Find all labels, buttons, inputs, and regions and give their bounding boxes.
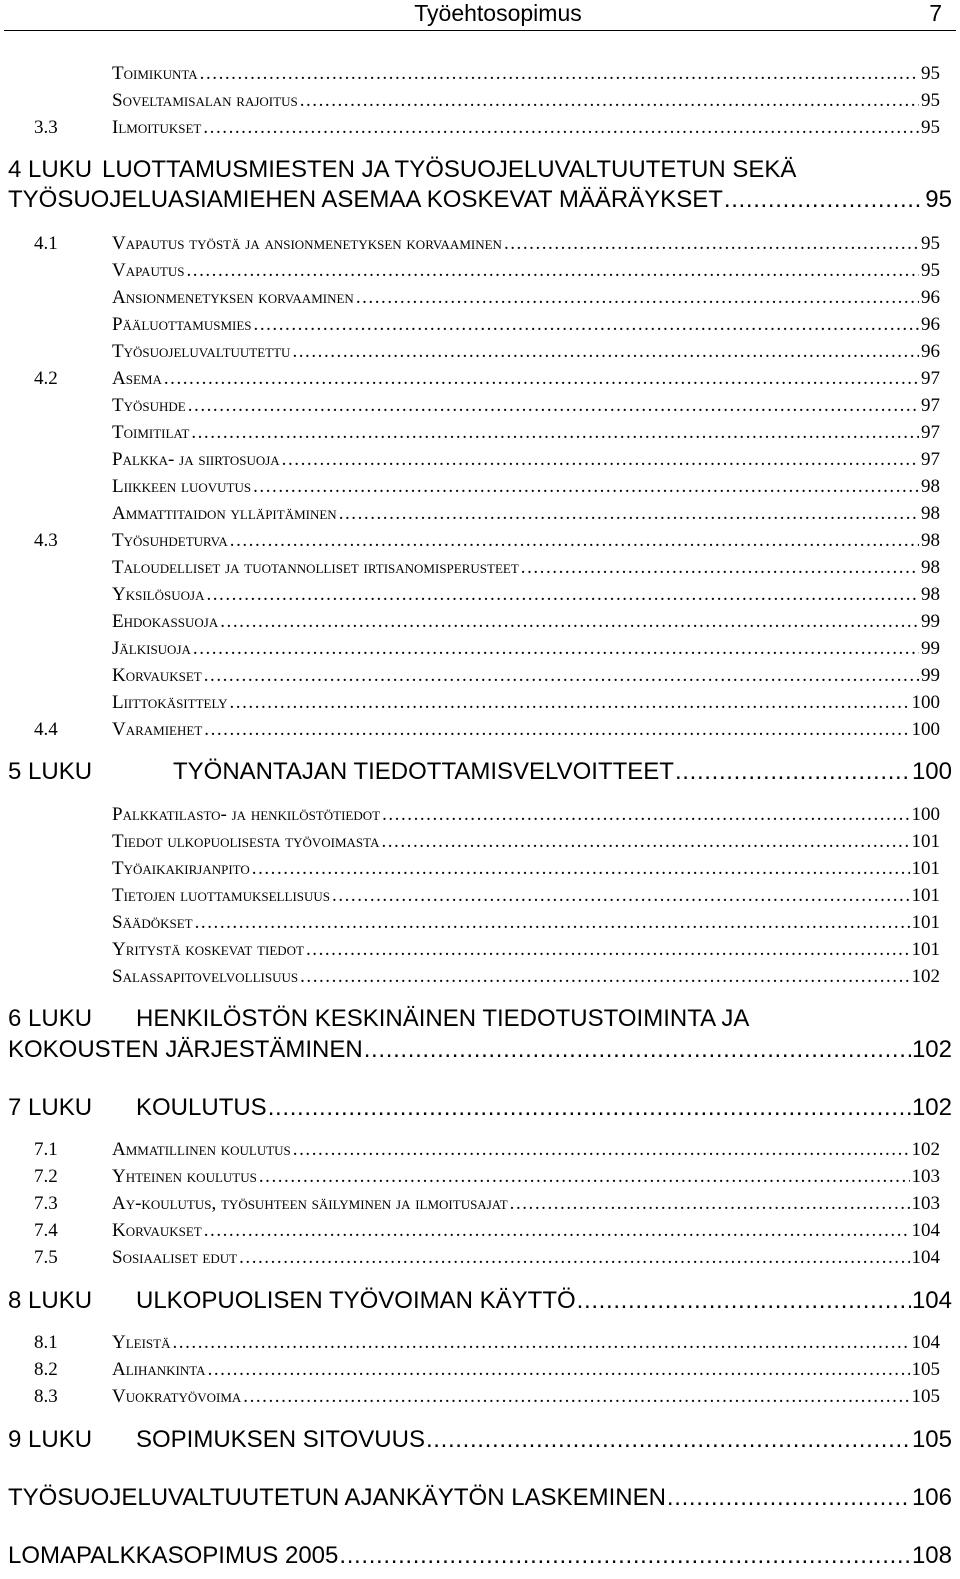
toc-entry[interactable]	[34, 474, 940, 500]
dot-leader	[292, 339, 919, 365]
entry-number: 7.1	[34, 1139, 58, 1160]
entry-number: 3.3	[34, 117, 58, 138]
entry-title: Vapautus	[112, 260, 185, 281]
toc-entry[interactable]	[34, 883, 940, 909]
toc-entry[interactable]	[34, 501, 940, 527]
toc-entry[interactable]	[34, 366, 940, 392]
chapter-title-line1: HENKILÖSTÖN KESKINÄINEN TIEDOTUSTOIMINTA JA	[136, 1005, 750, 1032]
dot-leader	[382, 802, 909, 828]
dot-leader	[300, 964, 909, 990]
entry-page: 100	[911, 719, 940, 740]
chapter-number: 7 LUKU	[8, 1094, 93, 1121]
dot-leader	[195, 910, 910, 936]
dot-leader	[300, 88, 919, 114]
entry-page: 96	[921, 314, 940, 335]
entry-title: Yksilösuoja	[112, 584, 205, 605]
toc-entry[interactable]	[34, 582, 940, 608]
chapter-title: TYÖNANTAJAN TIEDOTTAMISVELVOITTEET	[173, 758, 674, 785]
entry-page: 104	[911, 1332, 940, 1353]
dot-leader	[208, 1357, 910, 1383]
toc-entry[interactable]	[34, 910, 940, 936]
toc-chapter-entry[interactable]	[8, 154, 952, 186]
dot-leader	[252, 856, 910, 882]
dot-leader	[356, 285, 919, 311]
toc-entry[interactable]	[34, 829, 940, 855]
chapter-page: 95	[925, 186, 952, 213]
entry-page: 95	[921, 63, 940, 84]
entry-title: Vapautus työstä ja ansionmenetyksen korvaaminen	[112, 233, 502, 254]
entry-title: Soveltamisalan rajoitus	[112, 90, 298, 111]
entry-page: 101	[911, 858, 940, 879]
chapter-page: 106	[911, 1484, 952, 1511]
entry-page: 95	[921, 90, 940, 111]
dot-leader	[243, 1384, 909, 1410]
entry-page: 104	[911, 1247, 940, 1268]
toc-entry[interactable]	[34, 555, 940, 581]
dot-leader	[667, 1482, 911, 1514]
entry-title: Taloudelliset ja tuotannolliset irtisanomisperusteet	[112, 557, 519, 578]
entry-title: Vuokratyövoima	[112, 1386, 242, 1407]
dot-leader	[381, 829, 909, 855]
entry-number: 8.1	[34, 1332, 58, 1353]
entry-title: Tiedot ulkopuolisesta työvoimasta	[112, 831, 380, 852]
dot-leader	[191, 420, 919, 446]
toc-chapter-entry[interactable]	[8, 756, 952, 788]
chapter-page: 102	[911, 1036, 952, 1063]
entry-number: 8.3	[34, 1386, 58, 1407]
toc-entry[interactable]	[34, 1384, 940, 1410]
entry-page: 101	[911, 939, 940, 960]
dot-leader	[510, 1191, 910, 1217]
toc-chapter-entry[interactable]	[8, 1003, 952, 1035]
entry-number: 7.5	[34, 1247, 58, 1268]
toc-entry[interactable]	[34, 231, 940, 257]
entry-page: 98	[921, 503, 940, 524]
entry-title: Palkka- ja siirtosuoja	[112, 449, 280, 470]
entry-page: 99	[921, 665, 940, 686]
entry-title: Yleistä	[112, 1332, 171, 1353]
toc-entry[interactable]	[34, 609, 940, 635]
entry-page: 95	[921, 117, 940, 138]
toc-chapter-entry[interactable]	[8, 1092, 952, 1124]
chapter-number: 6 LUKU	[8, 1005, 93, 1032]
toc-entry[interactable]	[34, 1245, 940, 1271]
dot-leader	[426, 1424, 911, 1456]
chapter-number: 8 LUKU	[8, 1287, 93, 1314]
entry-number: 8.2	[34, 1359, 58, 1380]
toc-entry[interactable]	[34, 339, 940, 365]
chapter-page: 102	[911, 1094, 952, 1121]
toc-entry[interactable]	[34, 1137, 940, 1163]
dot-leader	[504, 231, 919, 257]
entry-page: 96	[921, 287, 940, 308]
dot-leader	[364, 1034, 911, 1066]
dot-leader	[339, 1540, 911, 1572]
entry-number: 7.2	[34, 1166, 58, 1187]
entry-page: 97	[921, 449, 940, 470]
toc-entry[interactable]	[34, 420, 940, 446]
toc-entry[interactable]	[34, 61, 940, 87]
entry-title: Ammatillinen koulutus	[112, 1139, 291, 1160]
entry-page: 101	[911, 831, 940, 852]
entry-title: Työsuhdeturva	[112, 530, 228, 551]
entry-page: 95	[921, 260, 940, 281]
entry-page: 101	[911, 912, 940, 933]
dot-leader	[282, 447, 919, 473]
dot-leader	[259, 1164, 910, 1190]
dot-leader	[577, 1285, 911, 1317]
chapter-title-line2: TYÖSUOJELUASIAMIEHEN ASEMAA KOSKEVAT MÄÄRÄYKSET	[8, 186, 723, 213]
dot-leader	[254, 312, 919, 338]
dot-leader	[253, 474, 919, 500]
toc-entry[interactable]	[34, 285, 940, 311]
toc-entry[interactable]	[34, 964, 940, 990]
entry-title: Liikkeen luovutus	[112, 476, 252, 497]
entry-number: 7.3	[34, 1193, 58, 1214]
entry-page: 102	[911, 1139, 940, 1160]
toc-entry[interactable]	[34, 636, 940, 662]
toc-chapter-entry[interactable]	[8, 1034, 952, 1066]
entry-title: Sosiaaliset edut	[112, 1247, 238, 1268]
entry-number: 7.4	[34, 1220, 58, 1241]
dot-leader	[268, 1092, 911, 1124]
entry-title: Yritystä koskevat tiedot	[112, 939, 304, 960]
dot-leader	[230, 528, 919, 554]
chapter-page: 108	[911, 1542, 952, 1569]
running-title: Työehtosopimus	[414, 0, 582, 26]
entry-page: 103	[911, 1193, 940, 1214]
toc-chapter-entry[interactable]	[8, 1482, 952, 1514]
dot-leader	[204, 663, 919, 689]
chapter-title: LOMAPALKKASOPIMUS 2005	[8, 1542, 339, 1569]
toc-chapter-entry[interactable]	[8, 1540, 952, 1572]
dot-leader	[204, 1218, 910, 1244]
dot-leader	[339, 501, 919, 527]
dot-leader	[332, 883, 909, 909]
toc-entry[interactable]	[34, 1191, 940, 1217]
entry-title: Salassapitovelvollisuus	[112, 966, 299, 987]
chapter-number: 5 LUKU	[8, 758, 93, 785]
entry-title: Säädökset	[112, 912, 193, 933]
entry-page: 98	[921, 557, 940, 578]
entry-title: Palkkatilasto- ja henkilöstötiedot	[112, 804, 381, 825]
entry-title: Ansionmenetyksen korvaaminen	[112, 287, 354, 308]
entry-page: 98	[921, 476, 940, 497]
entry-title: Pääluottamusmies	[112, 314, 252, 335]
chapter-title: SOPIMUKSEN SITOVUUS	[136, 1426, 425, 1453]
entry-title: Yhteinen koulutus	[112, 1166, 257, 1187]
entry-page: 97	[921, 395, 940, 416]
dot-leader	[206, 582, 919, 608]
chapter-title-line1: LUOTTAMUSMIESTEN JA TYÖSUOJELUVALTUUTETUN SEKÄ	[102, 156, 797, 183]
toc-entry[interactable]	[34, 258, 940, 284]
toc-chapter-entry[interactable]	[8, 1424, 952, 1456]
entry-title: Toimitilat	[112, 422, 190, 443]
toc-chapter-entry[interactable]	[8, 1285, 952, 1317]
entry-title: Tietojen luottamuksellisuus	[112, 885, 331, 906]
entry-page: 105	[911, 1359, 940, 1380]
entry-title: Asema	[112, 368, 162, 389]
toc-entry[interactable]	[34, 528, 940, 554]
dot-leader	[173, 1330, 910, 1356]
entry-title: Alihankinta	[112, 1359, 206, 1380]
chapter-page: 104	[911, 1287, 952, 1314]
toc-entry[interactable]	[34, 802, 940, 828]
dot-leader	[204, 717, 909, 743]
dot-leader	[220, 609, 919, 635]
entry-page: 98	[921, 530, 940, 551]
entry-title: Varamiehet	[112, 719, 203, 740]
dot-leader	[200, 61, 919, 87]
entry-page: 97	[921, 422, 940, 443]
toc-entry[interactable]	[34, 856, 940, 882]
entry-number: 4.2	[34, 368, 58, 389]
dot-leader	[675, 756, 911, 788]
entry-title: Ay-koulutus, työsuhteen säilyminen ja ilmoitusajat	[112, 1193, 508, 1214]
entry-page: 102	[911, 966, 940, 987]
chapter-title-line2: KOKOUSTEN JÄRJESTÄMINEN	[8, 1036, 363, 1063]
entry-title: Korvaukset	[112, 1220, 202, 1241]
entry-title: Ilmoitukset	[112, 117, 202, 138]
entry-title: Toimikunta	[112, 63, 198, 84]
chapter-title: KOULUTUS	[136, 1094, 267, 1121]
toc-entry[interactable]	[34, 393, 940, 419]
entry-number: 4.3	[34, 530, 58, 551]
toc-entry[interactable]	[34, 937, 940, 963]
page-number: 7	[929, 0, 942, 26]
entry-number: 4.1	[34, 233, 58, 254]
entry-title: Jälkisuoja	[112, 638, 191, 659]
entry-title: Ammattitaidon ylläpitäminen	[112, 503, 337, 524]
entry-number: 4.4	[34, 719, 58, 740]
toc-entry[interactable]	[34, 115, 940, 141]
entry-title: Liittokäsittely	[112, 692, 228, 713]
dot-leader	[164, 366, 919, 392]
entry-title: Työsuhde	[112, 395, 186, 416]
entry-title: Ehdokassuoja	[112, 611, 219, 632]
toc-entry[interactable]	[34, 447, 940, 473]
dot-leader	[724, 184, 924, 216]
entry-page: 99	[921, 638, 940, 659]
entry-page: 104	[911, 1220, 940, 1241]
entry-page: 100	[911, 692, 940, 713]
chapter-page: 100	[911, 758, 952, 785]
entry-page: 105	[911, 1386, 940, 1407]
dot-leader	[293, 1137, 910, 1163]
dot-leader	[230, 690, 910, 716]
toc-entry[interactable]	[34, 1357, 940, 1383]
entry-title: Työsuojeluvaltuutettu	[112, 341, 291, 362]
toc-entry[interactable]	[34, 717, 940, 743]
chapter-title: TYÖSUOJELUVALTUUTETUN AJANKÄYTÖN LASKEMINEN	[8, 1484, 666, 1511]
chapter-title: ULKOPUOLISEN TYÖVOIMAN KÄYTTÖ	[136, 1287, 576, 1314]
dot-leader	[193, 636, 919, 662]
toc-entry[interactable]	[34, 312, 940, 338]
entry-page: 95	[921, 233, 940, 254]
toc-entry[interactable]	[34, 663, 940, 689]
entry-page: 103	[911, 1166, 940, 1187]
toc-entry[interactable]	[34, 1164, 940, 1190]
dot-leader	[239, 1245, 909, 1271]
entry-page: 101	[911, 885, 940, 906]
toc-chapter-entry[interactable]	[8, 184, 952, 216]
toc-entry[interactable]	[34, 1218, 940, 1244]
dot-leader	[203, 115, 919, 141]
dot-leader	[186, 258, 919, 284]
entry-title: Korvaukset	[112, 665, 202, 686]
dot-leader	[521, 555, 919, 581]
chapter-number: 4 LUKU	[8, 156, 93, 183]
entry-title: Työaikakirjanpito	[112, 858, 250, 879]
dot-leader	[188, 393, 919, 419]
toc-entry[interactable]	[34, 1330, 940, 1356]
toc-entry[interactable]	[34, 88, 940, 114]
dot-leader	[306, 937, 910, 963]
toc-entry[interactable]	[34, 690, 940, 716]
chapter-number: 9 LUKU	[8, 1426, 93, 1453]
entry-page: 96	[921, 341, 940, 362]
chapter-page: 105	[911, 1426, 952, 1453]
entry-page: 100	[911, 804, 940, 825]
entry-page: 99	[921, 611, 940, 632]
entry-page: 97	[921, 368, 940, 389]
entry-page: 98	[921, 584, 940, 605]
